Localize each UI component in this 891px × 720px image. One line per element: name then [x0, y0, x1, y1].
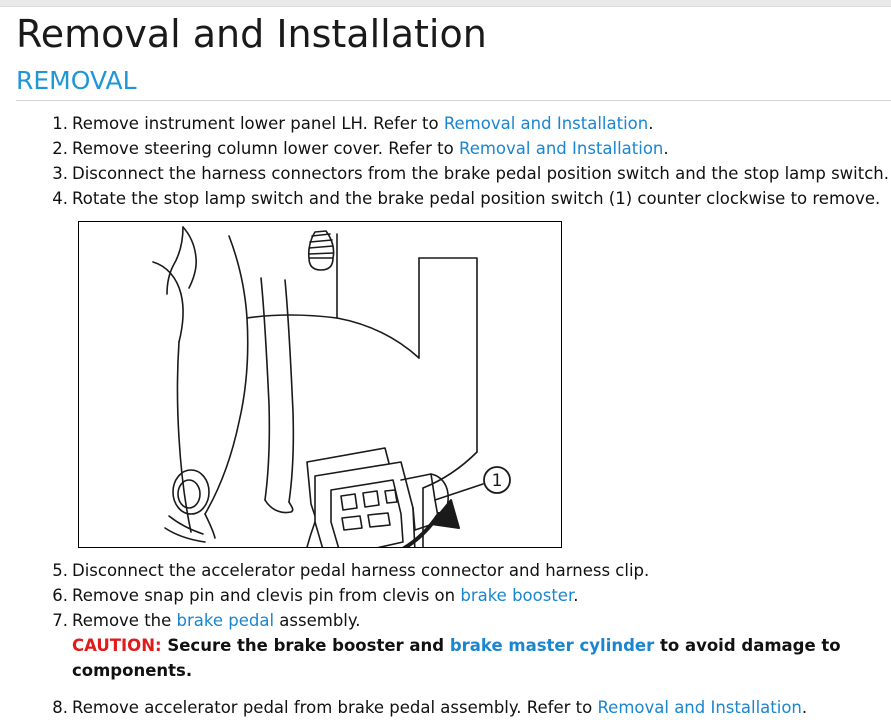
step-number: 2. [52, 139, 68, 158]
list-item [0, 111, 891, 136]
list-item [0, 683, 891, 720]
step-text: Remove snap pin and clevis pin from clevis on [72, 586, 461, 605]
step-number: 1. [52, 114, 68, 133]
step-text-tail: . [801, 698, 808, 717]
caution-label: CAUTION: [72, 636, 162, 655]
step-number: 5. [52, 561, 68, 580]
step-number: 7. [52, 611, 68, 630]
section-heading: REMOVAL [16, 66, 137, 95]
step-link[interactable]: Removal and Installation [597, 698, 802, 717]
caution-note [72, 633, 891, 683]
step-link-brake-pedal[interactable]: brake pedal [176, 611, 275, 630]
caution-link-brake-master-cylinder[interactable]: brake master cylinder [449, 636, 655, 655]
step-text-tail: . [573, 586, 579, 605]
step-text: Rotate the stop lamp switch and the brake pedal position switch (1) counter clockwise to remove. [72, 189, 881, 208]
heading-divider [16, 100, 891, 101]
step-text: Remove steering column lower cover. Refer to [72, 139, 459, 158]
step-link[interactable]: Removal and Installation [458, 139, 664, 158]
brake-pedal-figure [78, 221, 562, 548]
step-link-brake-booster[interactable]: brake booster [460, 586, 574, 605]
list-item [0, 186, 891, 211]
brake-pedal-illustration [79, 222, 561, 547]
step-text: Disconnect the harness connectors from the brake pedal position switch and the stop lamp switch. [72, 164, 889, 183]
list-item [0, 583, 891, 608]
step-number: 4. [52, 189, 68, 208]
list-item [0, 608, 891, 683]
step-number: 3. [52, 164, 68, 183]
list-item [0, 161, 891, 186]
step-text-tail: . [648, 114, 654, 133]
step-text: Remove accelerator pedal from brake pedal assembly. Refer to [72, 698, 598, 717]
removal-steps-list-part2 [0, 558, 891, 720]
step-number: 6. [52, 586, 68, 605]
step-text-tail: assembly. [274, 611, 361, 630]
step-number: 8. [52, 698, 68, 717]
list-item [0, 136, 891, 161]
list-item [0, 558, 891, 583]
caution-text-after: to avoid damage to components. [72, 636, 841, 680]
page-title: Removal and Installation [16, 12, 487, 56]
callout-label: 1 [491, 471, 503, 491]
step-text: Remove the [72, 611, 177, 630]
document-page [0, 6, 891, 720]
step-link[interactable]: Removal and Installation [443, 114, 649, 133]
step-text: Remove instrument lower panel LH. Refer to [72, 114, 444, 133]
caution-text-before: Secure the brake booster and [161, 636, 450, 655]
step-text-tail: . [663, 139, 669, 158]
removal-steps-list-part1 [0, 111, 891, 211]
step-text: Disconnect the accelerator pedal harness connector and harness clip. [72, 561, 650, 580]
